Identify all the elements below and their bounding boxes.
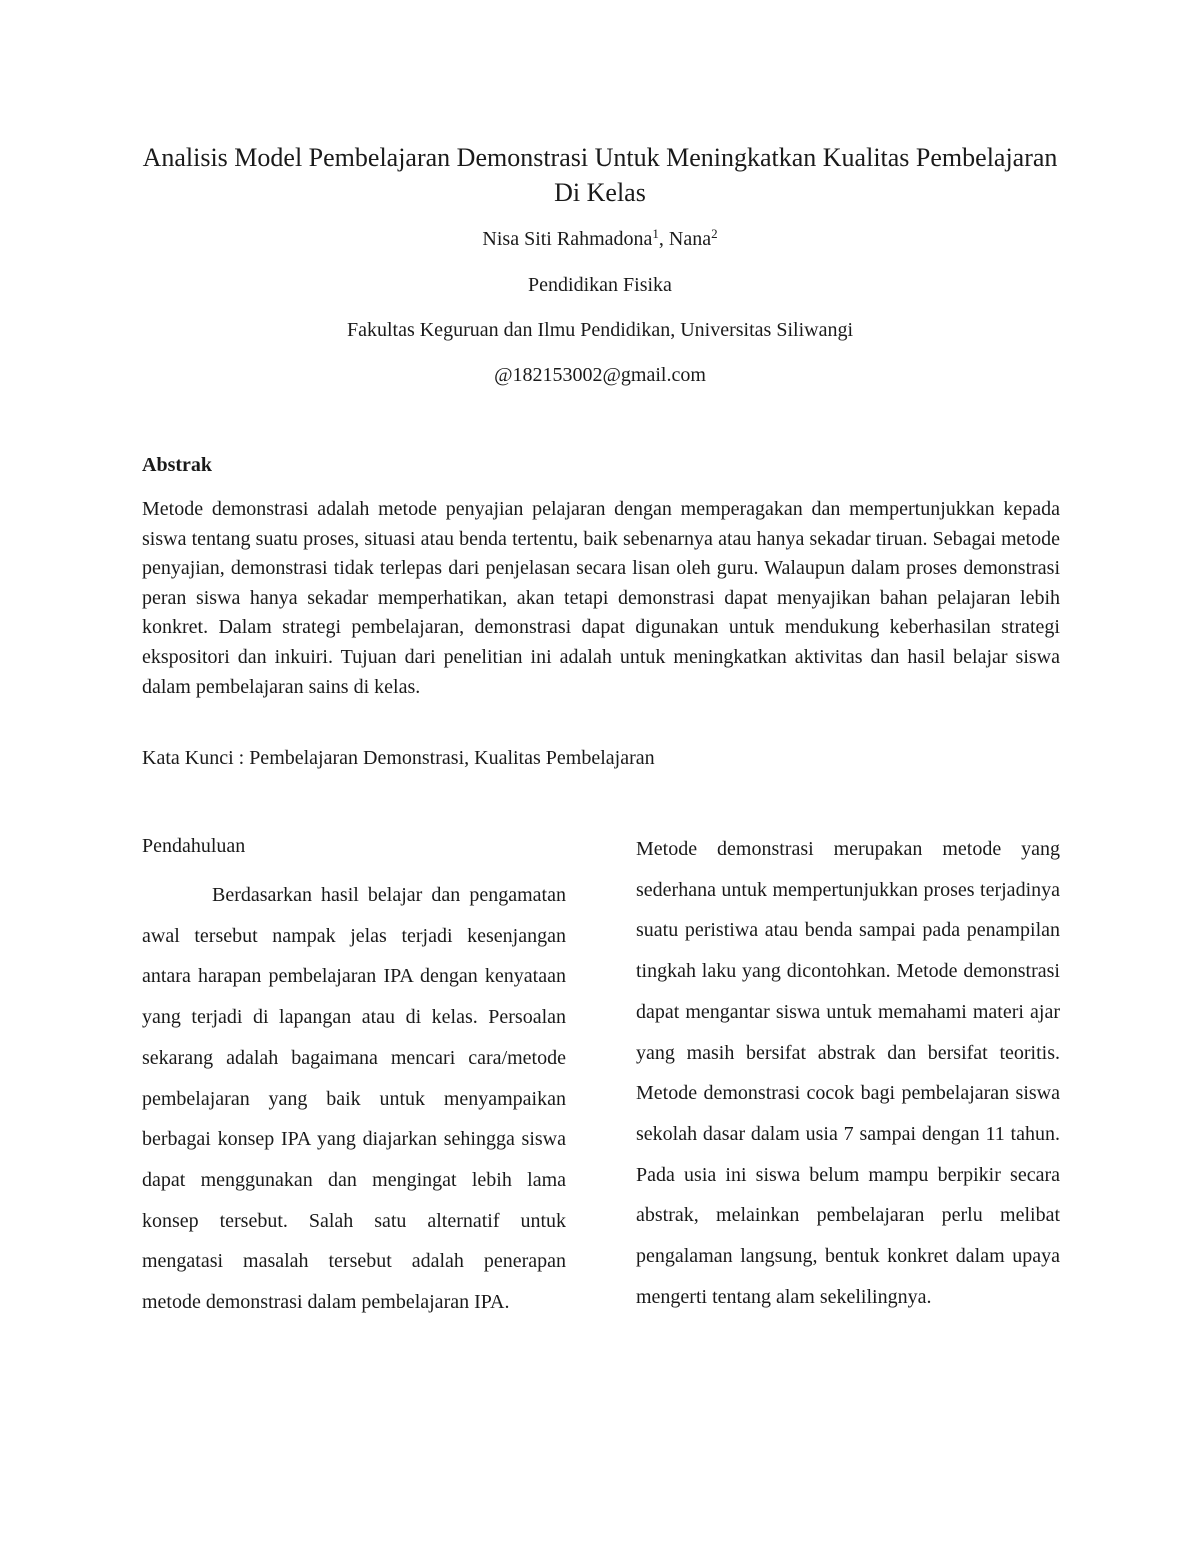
author-affiliation-2: 2 <box>711 226 718 241</box>
author-affiliation-1: 1 <box>652 226 659 241</box>
faculty-line: Fakultas Keguruan dan Ilmu Pendidikan, Universitas Siliwangi <box>346 319 854 341</box>
email-line: @182153002@gmail.com <box>494 364 706 386</box>
section-heading-intro: Pendahuluan <box>142 835 246 857</box>
paper-title: Analisis Model Pembelajaran Demonstrasi Untuk Meningkatkan Kualitas Pembelajaran Di Kelas <box>142 143 1058 207</box>
author-name-2: Nana <box>668 228 712 250</box>
keywords-line: Kata Kunci : Pembelajaran Demonstrasi, Kualitas Pembelajaran <box>142 747 655 769</box>
intro-left-column: Berdasarkan hasil belajar dan pengamatan awal tersebut nampak jelas terjadi kesenjangan antara harapan pembelajaran IPA dengan kenyataan yang terjadi di lapangan atau di kelas. Persoalan sekarang adalah bagaimana mencari cara/metode pembelajaran yang baik untuk menyampaikan berbagai konsep IPA yang diajarkan sehingga siswa dapat menggunakan dan mengingat lebih lama konsep tersebut. Salah satu alternatif untuk mengatasi masalah tersebut adalah penerapan metode demonstrasi dalam pembelajaran IPA. <box>142 884 566 1314</box>
department-line: Pendidikan Fisika <box>528 274 672 296</box>
author-name-1: Nisa Siti Rahmadona <box>482 228 653 250</box>
abstract-heading: Abstrak <box>142 454 213 476</box>
author-line <box>140 226 1060 252</box>
intro-right-column: Metode demonstrasi merupakan metode yang sederhana untuk mempertunjukkan proses terjadinya suatu peristiwa atau benda sampai pada penampilan tingkah laku yang dicontohkan. Metode demonstrasi dapat mengantar siswa untuk memahami materi ajar yang masih bersifat abstrak dan bersifat teoritis. Metode demonstrasi cocok bagi pembelajaran siswa sekolah dasar dalam usia 7 sampai dengan 11 tahun. Pada usia ini siswa belum mampu berpikir secara abstrak, melainkan pembelajaran perlu melibat pengalaman langsung, bentuk konkret dalam upaya mengerti tentang alam sekelilingnya. <box>636 838 1060 1308</box>
abstract-body: Metode demonstrasi adalah metode penyajian pelajaran dengan memperagakan dan mempertunjukkan kepada siswa tentang suatu proses, situasi atau benda tertentu, baik sebenarnya atau hanya sekadar tiruan. Sebagai metode penyajian, demonstrasi tidak terlepas dari penjelasan secara lisan oleh guru. Walaupun dalam proses demonstrasi peran siswa hanya sekadar memperhatikan, akan tetapi demonstrasi dapat menyajikan bahan pelajaran lebih konkret. Dalam strategi pembelajaran, demonstrasi dapat digunakan untuk mendukung keberhasilan strategi ekspositori dan inkuiri. Tujuan dari penelitian ini adalah untuk meningkatkan aktivitas dan hasil belajar siswa dalam pembelajaran sains di kelas. <box>142 498 1060 698</box>
author-separator: , <box>658 228 669 250</box>
